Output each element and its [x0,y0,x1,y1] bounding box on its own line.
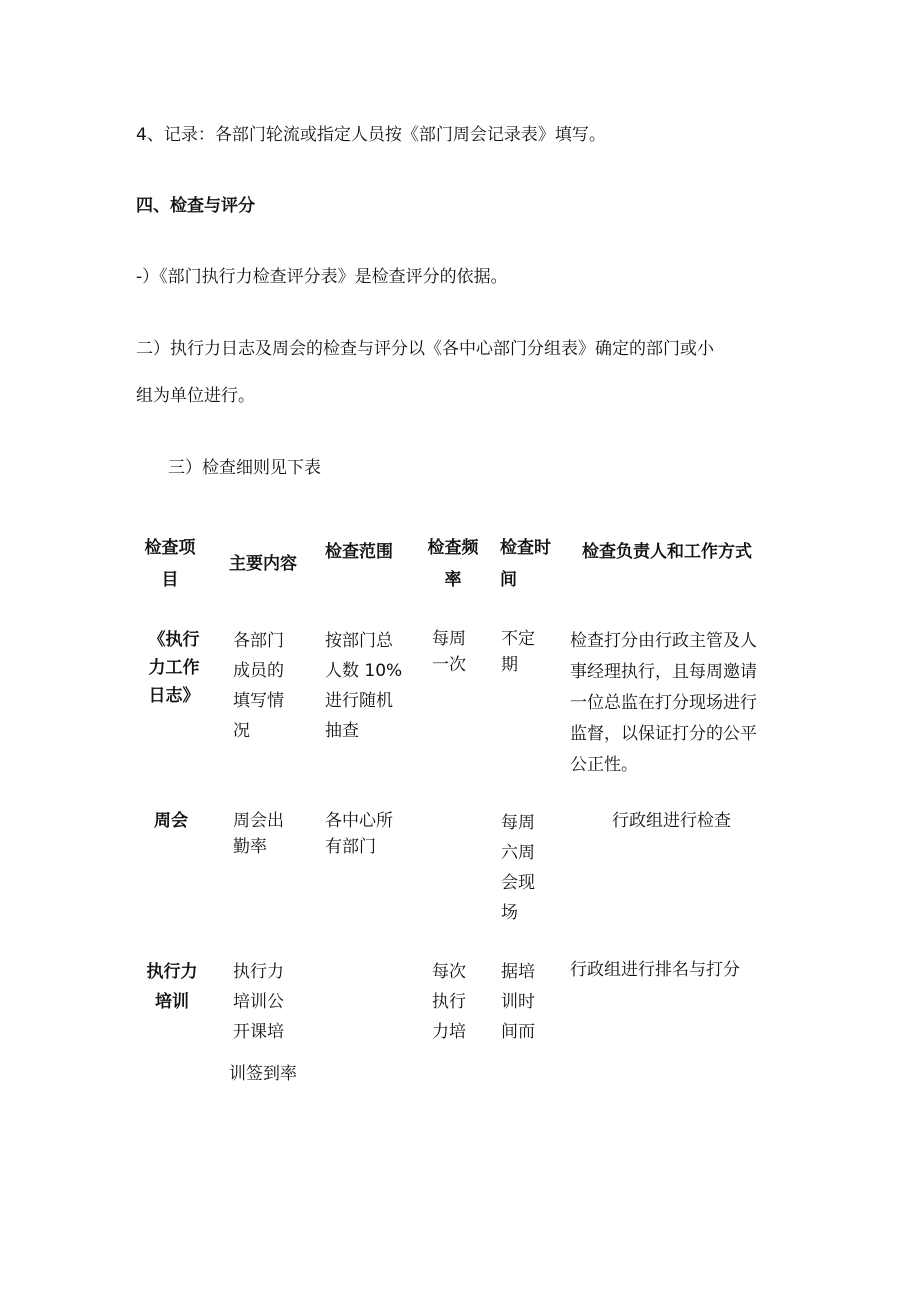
row1-content [233,626,284,746]
row3-content-line: 训签到率 [229,1064,297,1084]
row2-owner-line: 行政组进行检查 [612,811,731,831]
row1-scope-line: 抽查 [325,721,359,741]
row1-scope [325,626,402,746]
row3-owner [570,957,740,983]
item-1-paragraph: -）《部门执行力检查评分表》是检查评分的依据。 [136,267,508,287]
row2-item-line: 周会 [154,811,188,831]
header-content-line: 主要内容 [229,554,297,574]
row3-frequency-line: 执行 [432,992,466,1012]
header-item-line: 检查项 [144,538,196,558]
header-time-line: 检查时 [500,538,551,558]
row3-time-line: 据培 [501,962,535,982]
row2-scope-line: 有部门 [325,837,376,857]
row1-frequency [432,626,466,678]
row1-item [138,626,210,710]
row3-item-line: 执行力 [146,962,198,982]
header-frequency-line: 检查频 [427,538,479,558]
row1-frequency-line: 一次 [432,655,466,675]
row1-item-line: 日志》 [148,686,200,706]
header-item-line: 目 [161,570,179,590]
row1-scope-line: 进行随机 [325,691,393,711]
row3-time-line: 间而 [501,1022,535,1042]
row1-owner-line: 公正性。 [570,755,638,775]
row3-content [233,957,284,1047]
row1-time-line: 不定 [501,629,535,649]
row2-time-line: 场 [501,903,518,923]
row1-content-line: 填写情 [233,691,284,711]
row1-content-line: 况 [233,721,250,741]
row1-owner [570,626,757,781]
item-2-line-1: 二）执行力日志及周会的检查与评分以《各中心部门分组表》确定的部门或小 [136,339,714,359]
row1-scope-line: 按部门总 [325,631,393,651]
row3-time [501,957,535,1047]
row1-owner-line: 检查打分由行政主管及人 [570,631,757,651]
row1-owner-line: 事经理执行，且每周邀请 [570,662,757,682]
row3-frequency-line: 力培 [432,1022,466,1042]
row2-content-line: 周会出 [233,811,284,831]
row2-time-line: 会现 [501,873,535,893]
header-owner [582,540,752,564]
row1-owner-line: 监督，以保证打分的公平 [570,724,757,744]
header-scope-line: 检查范围 [325,542,393,562]
row3-time-line: 训时 [501,992,535,1012]
row1-item-line: 力工作 [148,658,200,678]
header-item [138,532,202,596]
row1-item-line: 《执行 [148,630,200,650]
row1-content-line: 各部门 [233,631,284,651]
row1-scope-line: 人数 10% [325,661,403,681]
row2-time-line: 每周 [501,813,535,833]
row2-scope-line: 各中心所 [325,811,393,831]
row3-content-line: 开课培 [233,1022,284,1042]
header-content [229,552,297,576]
row2-time [501,808,535,928]
item-3-paragraph: 三）检查细则见下表 [168,458,321,478]
row2-item [154,808,188,834]
row3-content-line: 执行力 [233,962,284,982]
row1-time [501,626,535,678]
row1-time-line: 期 [501,655,518,675]
row1-owner-line: 一位总监在打分现场进行 [570,693,757,713]
row3-content-line: 培训公 [233,992,284,1012]
row1-content-line: 成员的 [233,661,284,681]
section-title: 四、检查与评分 [136,196,255,216]
row2-time-line: 六周 [501,843,535,863]
row3-frequency [432,957,466,1047]
row3-owner-line: 行政组进行排名与打分 [570,960,740,980]
header-frequency [424,532,482,596]
row1-frequency-line: 每周 [432,629,466,649]
row3-item-line: 培训 [155,992,189,1012]
header-scope [325,540,393,564]
header-time [500,532,551,596]
row3-item [140,957,204,1017]
row3-frequency-line: 每次 [432,962,466,982]
row2-content-line: 勤率 [233,837,267,857]
row3-content-tail [229,1062,297,1086]
record-paragraph: 4、记录：各部门轮流或指定人员按《部门周会记录表》填写。 [136,125,606,145]
header-time-line: 间 [500,570,517,590]
row2-content [233,808,284,860]
row2-scope [325,808,393,860]
item-2-line-2: 组为单位进行。 [136,386,255,406]
header-frequency-line: 率 [444,570,462,590]
header-owner-line: 检查负责人和工作方式 [582,542,752,562]
row2-owner [612,808,731,834]
